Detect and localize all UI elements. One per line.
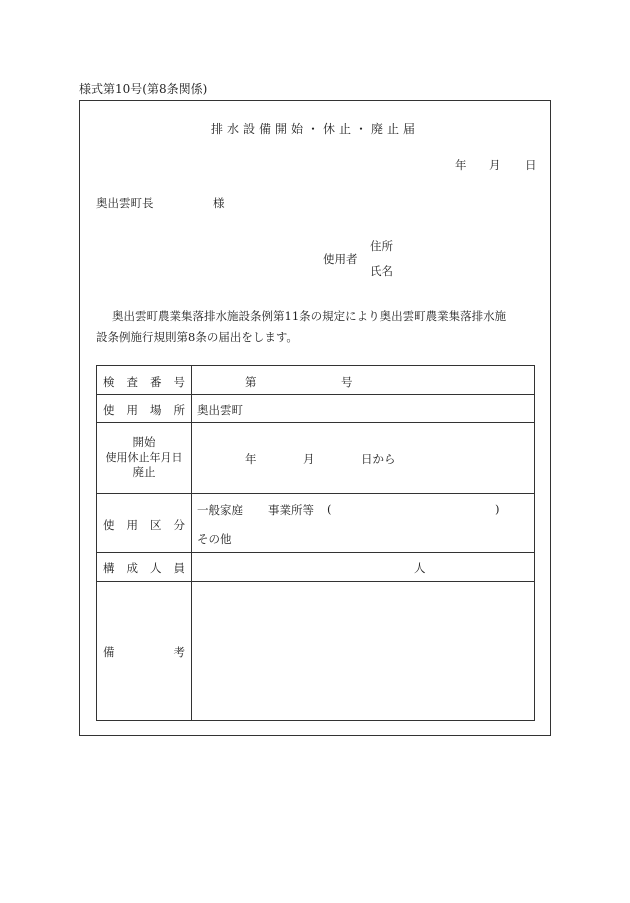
honorific: 様 [213,196,225,210]
user-label: 使用者 [323,252,358,266]
inspection-number-prefix: 第 [245,375,257,389]
remarks-label: 備 考 [103,645,185,659]
usage-date-year: 年 [245,452,257,466]
row-divider [97,493,534,494]
row-divider [97,552,534,553]
row-divider [97,422,534,423]
usage-category-business: 事業所等 [268,503,314,517]
usage-location-value: 奥出雲町 [197,403,243,417]
recipient: 奥出雲町長 [96,196,154,210]
household-members-label: 構 成 人 員 [103,561,185,575]
date-day: 日 [525,158,537,172]
paren-open: ( [327,502,332,516]
row-divider [97,394,534,395]
form-table [96,365,535,721]
paren-close: ) [495,502,500,516]
date-month: 月 [489,158,501,172]
form-title: 排水設備開始・休止・廃止届 [210,122,419,136]
body-text-line1: 奥出雲町農業集落排水施設条例第11条の規定により奥出雲町農業集落排水施 [112,309,507,323]
inspection-number-label: 検 査 番 号 [103,375,185,389]
column-divider [191,366,192,720]
usage-location-label: 使 用 場 所 [103,403,185,417]
usage-category-home: 一般家庭 [197,503,243,517]
usage-category-label: 使 用 区 分 [103,518,185,532]
household-members-unit: 人 [414,561,426,575]
form-number: 様式第10号(第8条関係) [79,82,208,96]
usage-date-day-from: 日から [361,452,396,466]
name-label: 氏名 [370,264,393,278]
body-text-line2: 設条例施行規則第8条の届出をします。 [96,330,298,344]
inspection-number-suffix: 号 [341,375,353,389]
usage-date-month: 月 [303,452,315,466]
address-label: 住所 [370,239,393,253]
usage-category-other: その他 [197,532,232,546]
date-year: 年 [455,158,467,172]
usage-date-label: 開始 使用休止年月日 廃止 [105,435,183,479]
row-divider [97,581,534,582]
